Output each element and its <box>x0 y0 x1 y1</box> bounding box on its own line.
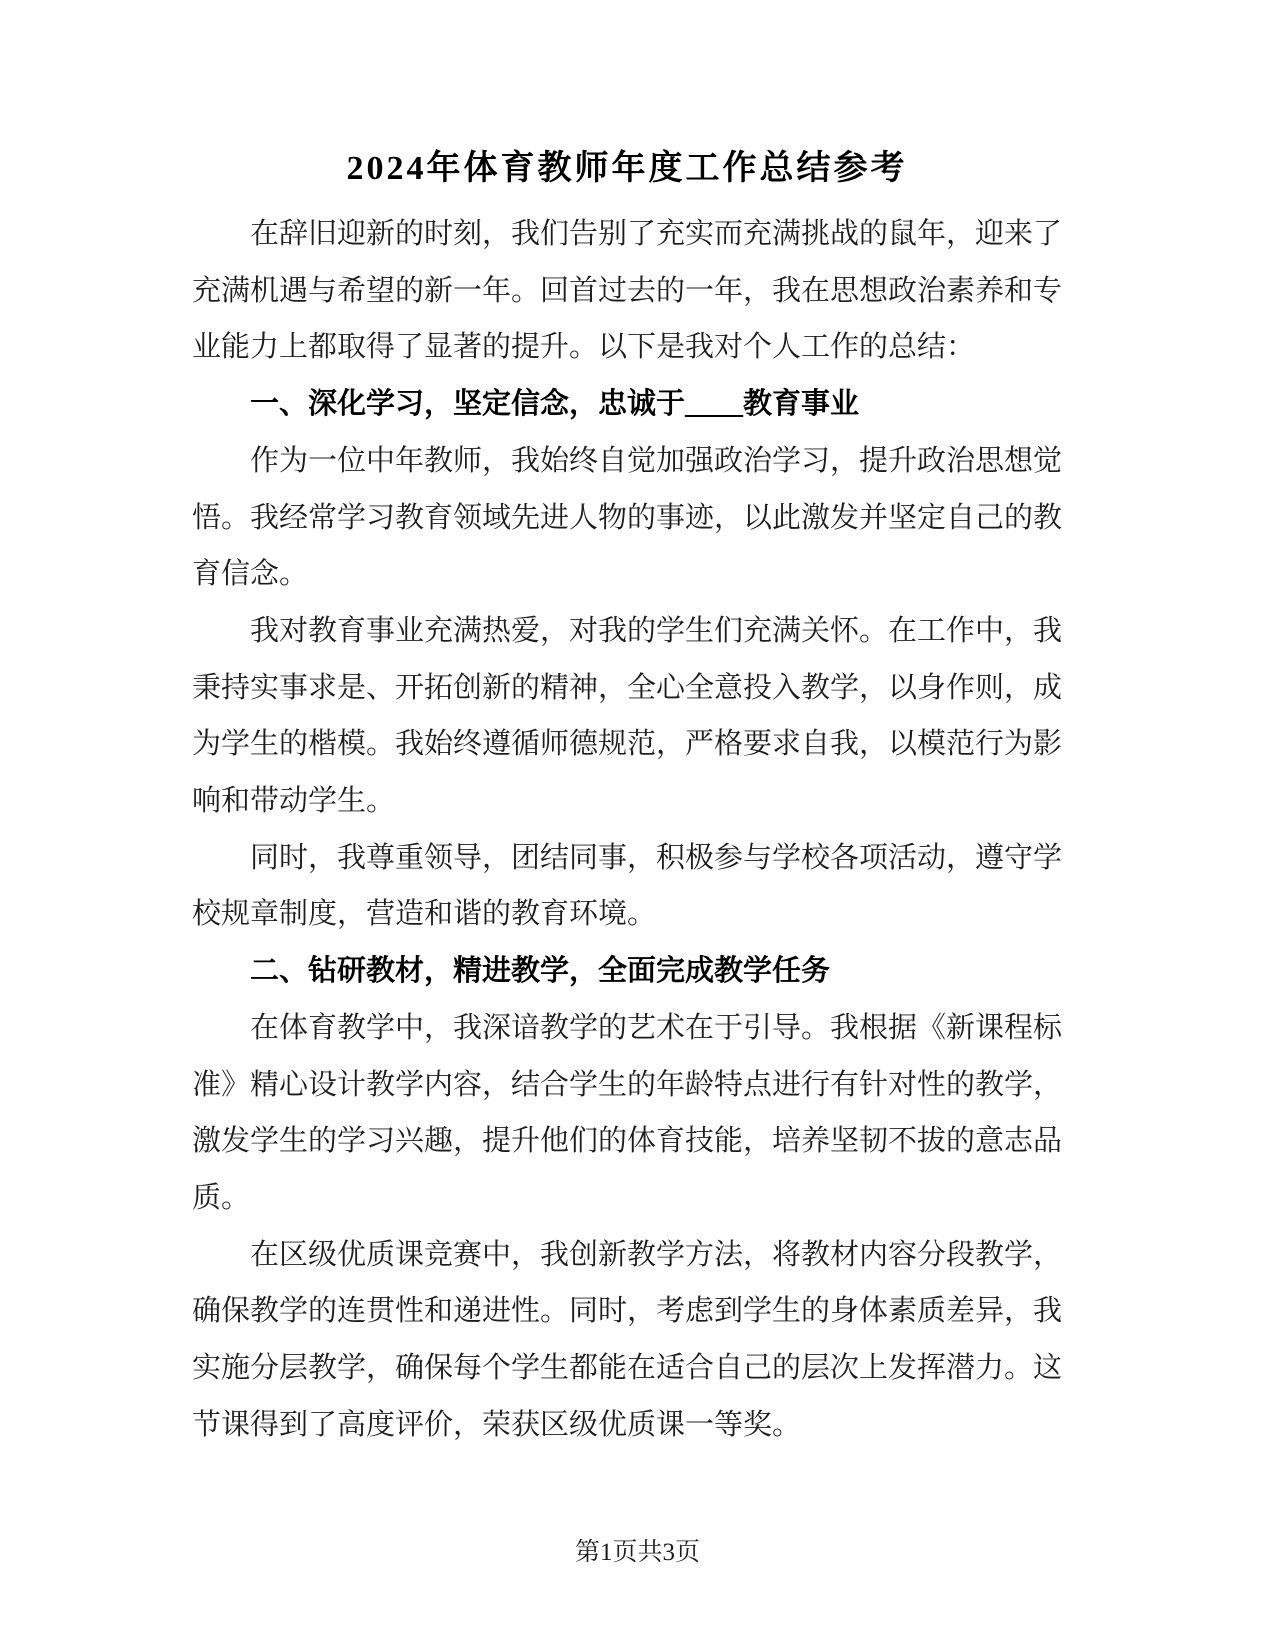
paragraph-section1-a: 作为一位中年教师，我始终自觉加强政治学习，提升政治思想觉悟。我经常学习教育领域先进人物的事迹，以此激发并坚定自己的教育信念。 <box>192 444 1063 591</box>
section-heading-1: 一、深化学习，坚定信念，忠诚于____教育事业 <box>250 388 860 421</box>
paragraph-section2-a: 在体育教学中，我深谙教学的艺术在于引导。我根据《新课程标准》精心设计教学内容，结合学生的年龄特点进行有针对性的教学，激发学生的学习兴趣，提升他们的体育技能，培养坚韧不拔的意志品质。 <box>192 1011 1063 1214</box>
paragraph-section1-c: 同时，我尊重领导，团结同事，积极参与学校各项活动，遵守学校规章制度，营造和谐的教育环境。 <box>192 841 1063 931</box>
page-title: 2024年体育教师年度工作总结参考 <box>346 150 908 187</box>
page-footer: 第1页共3页 <box>574 1539 700 1566</box>
paragraph-section2-b: 在区级优质课竞赛中，我创新教学方法，将教材内容分段教学，确保教学的连贯性和递进性。同时，考虑到学生的身体素质差异，我实施分层教学，确保每个学生都能在适合自己的层次上发挥潜力。这节课得到了高度评价，荣获区级优质课一等奖。 <box>192 1238 1063 1441</box>
paragraph-section1-b: 我对教育事业充满热爱，对我的学生们充满关怀。在工作中，我秉持实事求是、开拓创新的精神，全心全意投入教学，以身作则，成为学生的楷模。我始终遵循师德规范，严格要求自我，以模范行为影响和带动学生。 <box>192 614 1063 818</box>
document-body <box>192 147 1062 1453</box>
paragraph-intro: 在辞旧迎新的时刻，我们告别了充实而充满挑战的鼠年，迎来了充满机遇与希望的新一年。回首过去的一年，我在思想政治素养和专业能力上都取得了显著的提升。以下是我对个人工作的总结： <box>192 218 1063 364</box>
section-heading-2: 二、钻研教材，精进教学，全面完成教学任务 <box>250 955 831 988</box>
